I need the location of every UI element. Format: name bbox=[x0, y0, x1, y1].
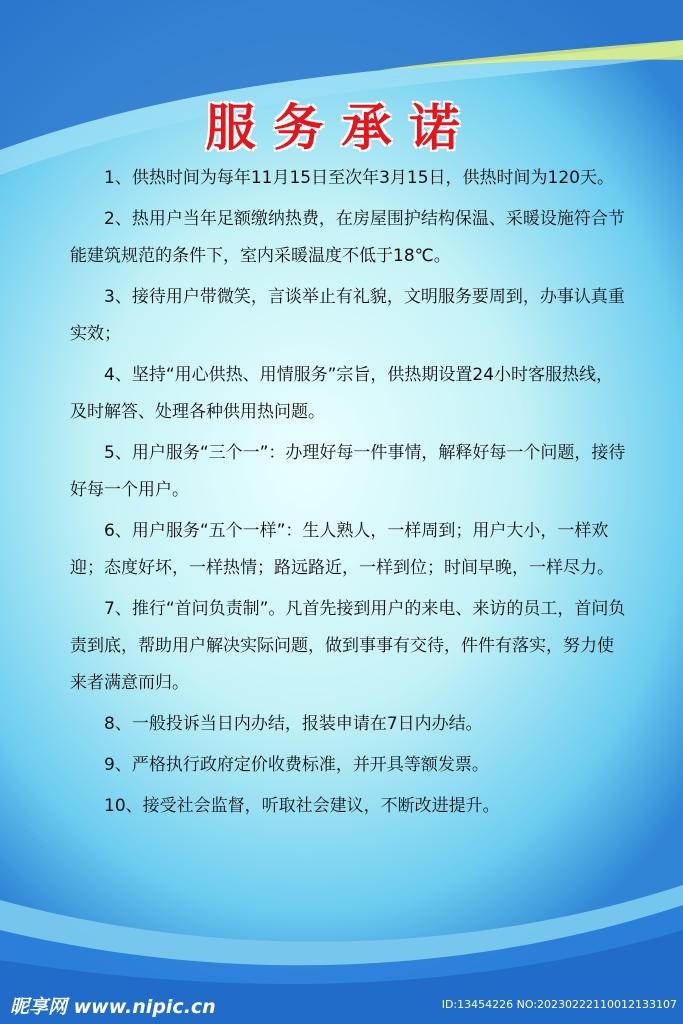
commitment-item: 3、接待用户带微笑，言谈举止有礼貌，文明服务要周到，办事认真重实效； bbox=[70, 287, 625, 344]
commitment-item: 1、供热时间为每年11月15日至次年3月15日，供热时间为120天。 bbox=[104, 168, 614, 188]
commitment-item: 5、用户服务“三个一”：办理好每一件事情，解释好每一个问题，接待好每一个用户。 bbox=[70, 443, 626, 500]
page-title: 服务承诺 bbox=[205, 98, 478, 157]
commitment-item: 6、用户服务“五个一样”：生人熟人，一样周到；用户大小，一样欢迎；态度好坏，一样热情；路远路近，一样到位；时间早晚，一样尽力。 bbox=[70, 521, 614, 578]
watermark-logo: 昵享网 www.nipic.cn bbox=[10, 996, 216, 1018]
commitment-list bbox=[70, 160, 630, 829]
commitment-item: 4、坚持“用心供热、用情服务”宗旨，供热期设置24小时客服热线，及时解答、处理各种供用热问题。 bbox=[70, 365, 614, 422]
watermark-id: ID:13454226 NO:20230222110012133107 bbox=[441, 998, 677, 1011]
commitment-item: 2、热用户当年足额缴纳热费，在房屋围护结构保温、采暖设施符合节能建筑规范的条件下，室内采暖温度不低于18℃。 bbox=[70, 209, 625, 266]
commitment-item: 8、一般投诉当日内办结，报装申请在7日内办结。 bbox=[104, 714, 483, 734]
commitment-item: 7、推行“首问负责制”。凡首先接到用户的来电、来访的员工，首问负责到底，帮助用户解决实际问题，做到事事有交待，件件有落实，努力使来者满意而归。 bbox=[70, 599, 626, 693]
commitment-item: 10、接受社会监督，听取社会建议，不断改进提升。 bbox=[104, 796, 500, 816]
commitment-item: 9、严格执行政府定价收费标准，并开具等额发票。 bbox=[104, 755, 489, 775]
